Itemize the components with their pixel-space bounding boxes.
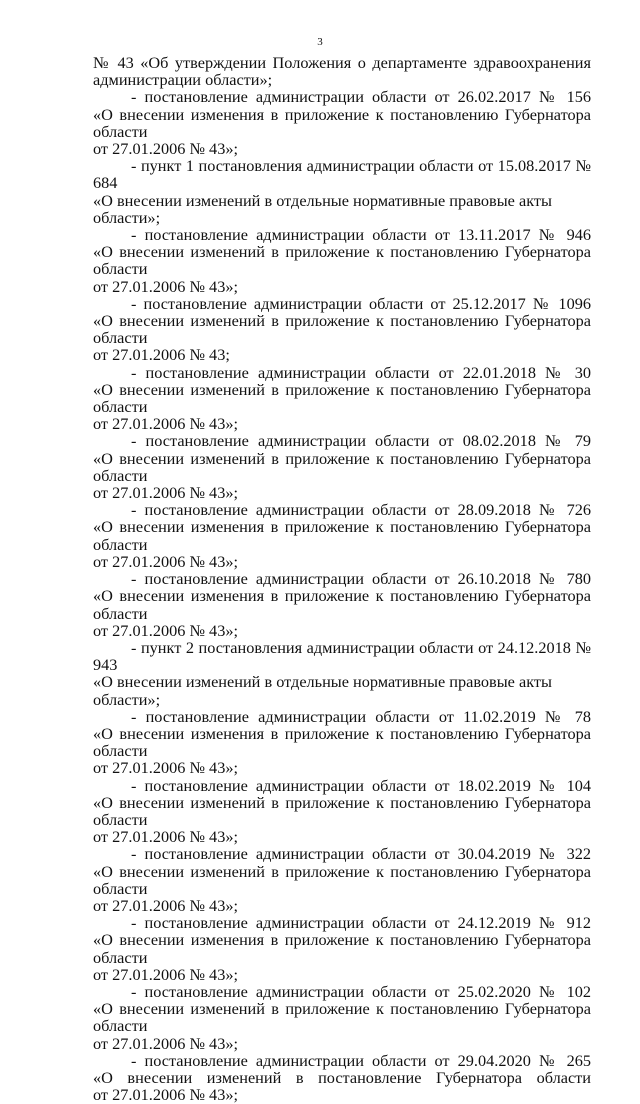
text-line: «О внесении изменений в приложение к постановлению Губернатора области bbox=[93, 448, 591, 485]
text-line: «О внесении изменения в приложение к постановлению Губернатора области bbox=[93, 586, 591, 623]
text-line: от 27.01.2006 № 43»; bbox=[93, 414, 238, 434]
list-item bbox=[93, 845, 591, 914]
text-line: - постановление администрации области от 11.02.2019 № 78 bbox=[131, 706, 591, 726]
list-item bbox=[93, 364, 591, 433]
text-line: от 27.01.2006 № 43»; bbox=[93, 1085, 238, 1104]
text-line: «О внесении изменений в отдельные нормативные правовые акты области»; bbox=[93, 672, 552, 709]
text-line: от 27.01.2006 № 43»; bbox=[93, 895, 238, 915]
text-line: от 27.01.2006 № 43»; bbox=[93, 1033, 238, 1053]
document-body bbox=[93, 54, 591, 1103]
list-item bbox=[93, 88, 591, 157]
text-line: - пункт 2 постановления администрации области от 24.12.2018 № 943 bbox=[93, 637, 591, 675]
list-item bbox=[93, 983, 591, 1052]
text-line: - постановление администрации области от 25.12.2017 № 1096 bbox=[131, 293, 591, 313]
text-line: № 43 «Об утверждении Положения о департаменте здравоохранения bbox=[93, 53, 591, 72]
text-line: - постановление администрации области от 29.04.2020 № 265 bbox=[131, 1050, 591, 1070]
text-line: - постановление администрации области от 26.10.2018 № 780 bbox=[131, 569, 591, 589]
text-line: - постановление администрации области от 26.02.2017 № 156 bbox=[131, 87, 591, 107]
text-line: - постановление администрации области от 25.02.2020 № 102 bbox=[131, 981, 591, 1001]
text-line: от 27.01.2006 № 43»; bbox=[93, 620, 238, 640]
list-item bbox=[93, 777, 591, 846]
list-item bbox=[93, 501, 591, 570]
text-line: от 27.01.2006 № 43»; bbox=[93, 483, 238, 503]
text-line: - пункт 1 постановления администрации области от 15.08.2017 № 684 bbox=[93, 156, 591, 193]
text-line: от 27.01.2006 № 43»; bbox=[93, 964, 238, 984]
list-item bbox=[93, 295, 591, 364]
text-line: от 27.01.2006 № 43»; bbox=[93, 758, 238, 778]
text-line: - постановление администрации области от 13.11.2017 № 946 bbox=[131, 225, 591, 245]
text-line: - постановление администрации области от 30.04.2019 № 322 bbox=[131, 844, 591, 864]
list-item bbox=[93, 226, 591, 295]
text-line: «О внесении изменений в постановление Губернатора области bbox=[93, 1067, 591, 1087]
list-item bbox=[93, 432, 591, 501]
resolution-list bbox=[93, 88, 591, 1103]
text-line: «О внесении изменения в приложение к постановлению Губернатора области bbox=[93, 104, 591, 141]
text-line: администрации области»; bbox=[93, 70, 273, 90]
text-line: «О внесении изменений в приложение к постановлению Губернатора области bbox=[93, 311, 591, 348]
text-line: от 27.01.2006 № 43»; bbox=[93, 139, 238, 159]
text-line: от 27.01.2006 № 43»; bbox=[93, 276, 238, 296]
text-line: «О внесении изменений в приложение к постановлению Губернатора области bbox=[93, 999, 591, 1036]
list-item bbox=[93, 1052, 591, 1104]
text-line: - постановление администрации области от 08.02.2018 № 79 bbox=[131, 431, 591, 451]
page-number: 3 bbox=[317, 36, 323, 48]
text-line: - постановление администрации области от 22.01.2018 № 30 bbox=[131, 362, 591, 382]
list-item bbox=[93, 639, 591, 708]
text-line: - постановление администрации области от 24.12.2019 № 912 bbox=[131, 913, 591, 933]
text-line: от 27.01.2006 № 43»; bbox=[93, 551, 238, 571]
text-line: от 27.01.2006 № 43; bbox=[93, 345, 230, 365]
list-item bbox=[93, 570, 591, 639]
text-line: «О внесении изменения в приложение к постановлению Губернатора области bbox=[93, 517, 591, 554]
intro-paragraph bbox=[93, 54, 591, 88]
text-line: от 27.01.2006 № 43»; bbox=[93, 827, 238, 847]
text-line: «О внесении изменения в приложение к постановлению Губернатора области bbox=[93, 930, 591, 967]
text-line: - постановление администрации области от 18.02.2019 № 104 bbox=[131, 775, 591, 795]
list-item bbox=[93, 708, 591, 777]
text-line: - постановление администрации области от 28.09.2018 № 726 bbox=[131, 500, 591, 520]
text-line: «О внесении изменений в приложение к постановлению Губернатора области bbox=[93, 861, 591, 898]
text-line: «О внесении изменений в приложение к постановлению Губернатора области bbox=[93, 379, 591, 417]
text-line: «О внесении изменения в приложение к постановлению Губернатора области bbox=[93, 723, 591, 761]
list-item bbox=[93, 914, 591, 983]
text-line: «О внесении изменений в отдельные нормативные правовые акты области»; bbox=[93, 190, 552, 227]
text-line: «О внесении изменений в приложение к постановлению Губернатора области bbox=[93, 242, 591, 279]
list-item bbox=[93, 157, 591, 226]
text-line: «О внесении изменений в приложение к постановлению Губернатора области bbox=[93, 792, 591, 829]
